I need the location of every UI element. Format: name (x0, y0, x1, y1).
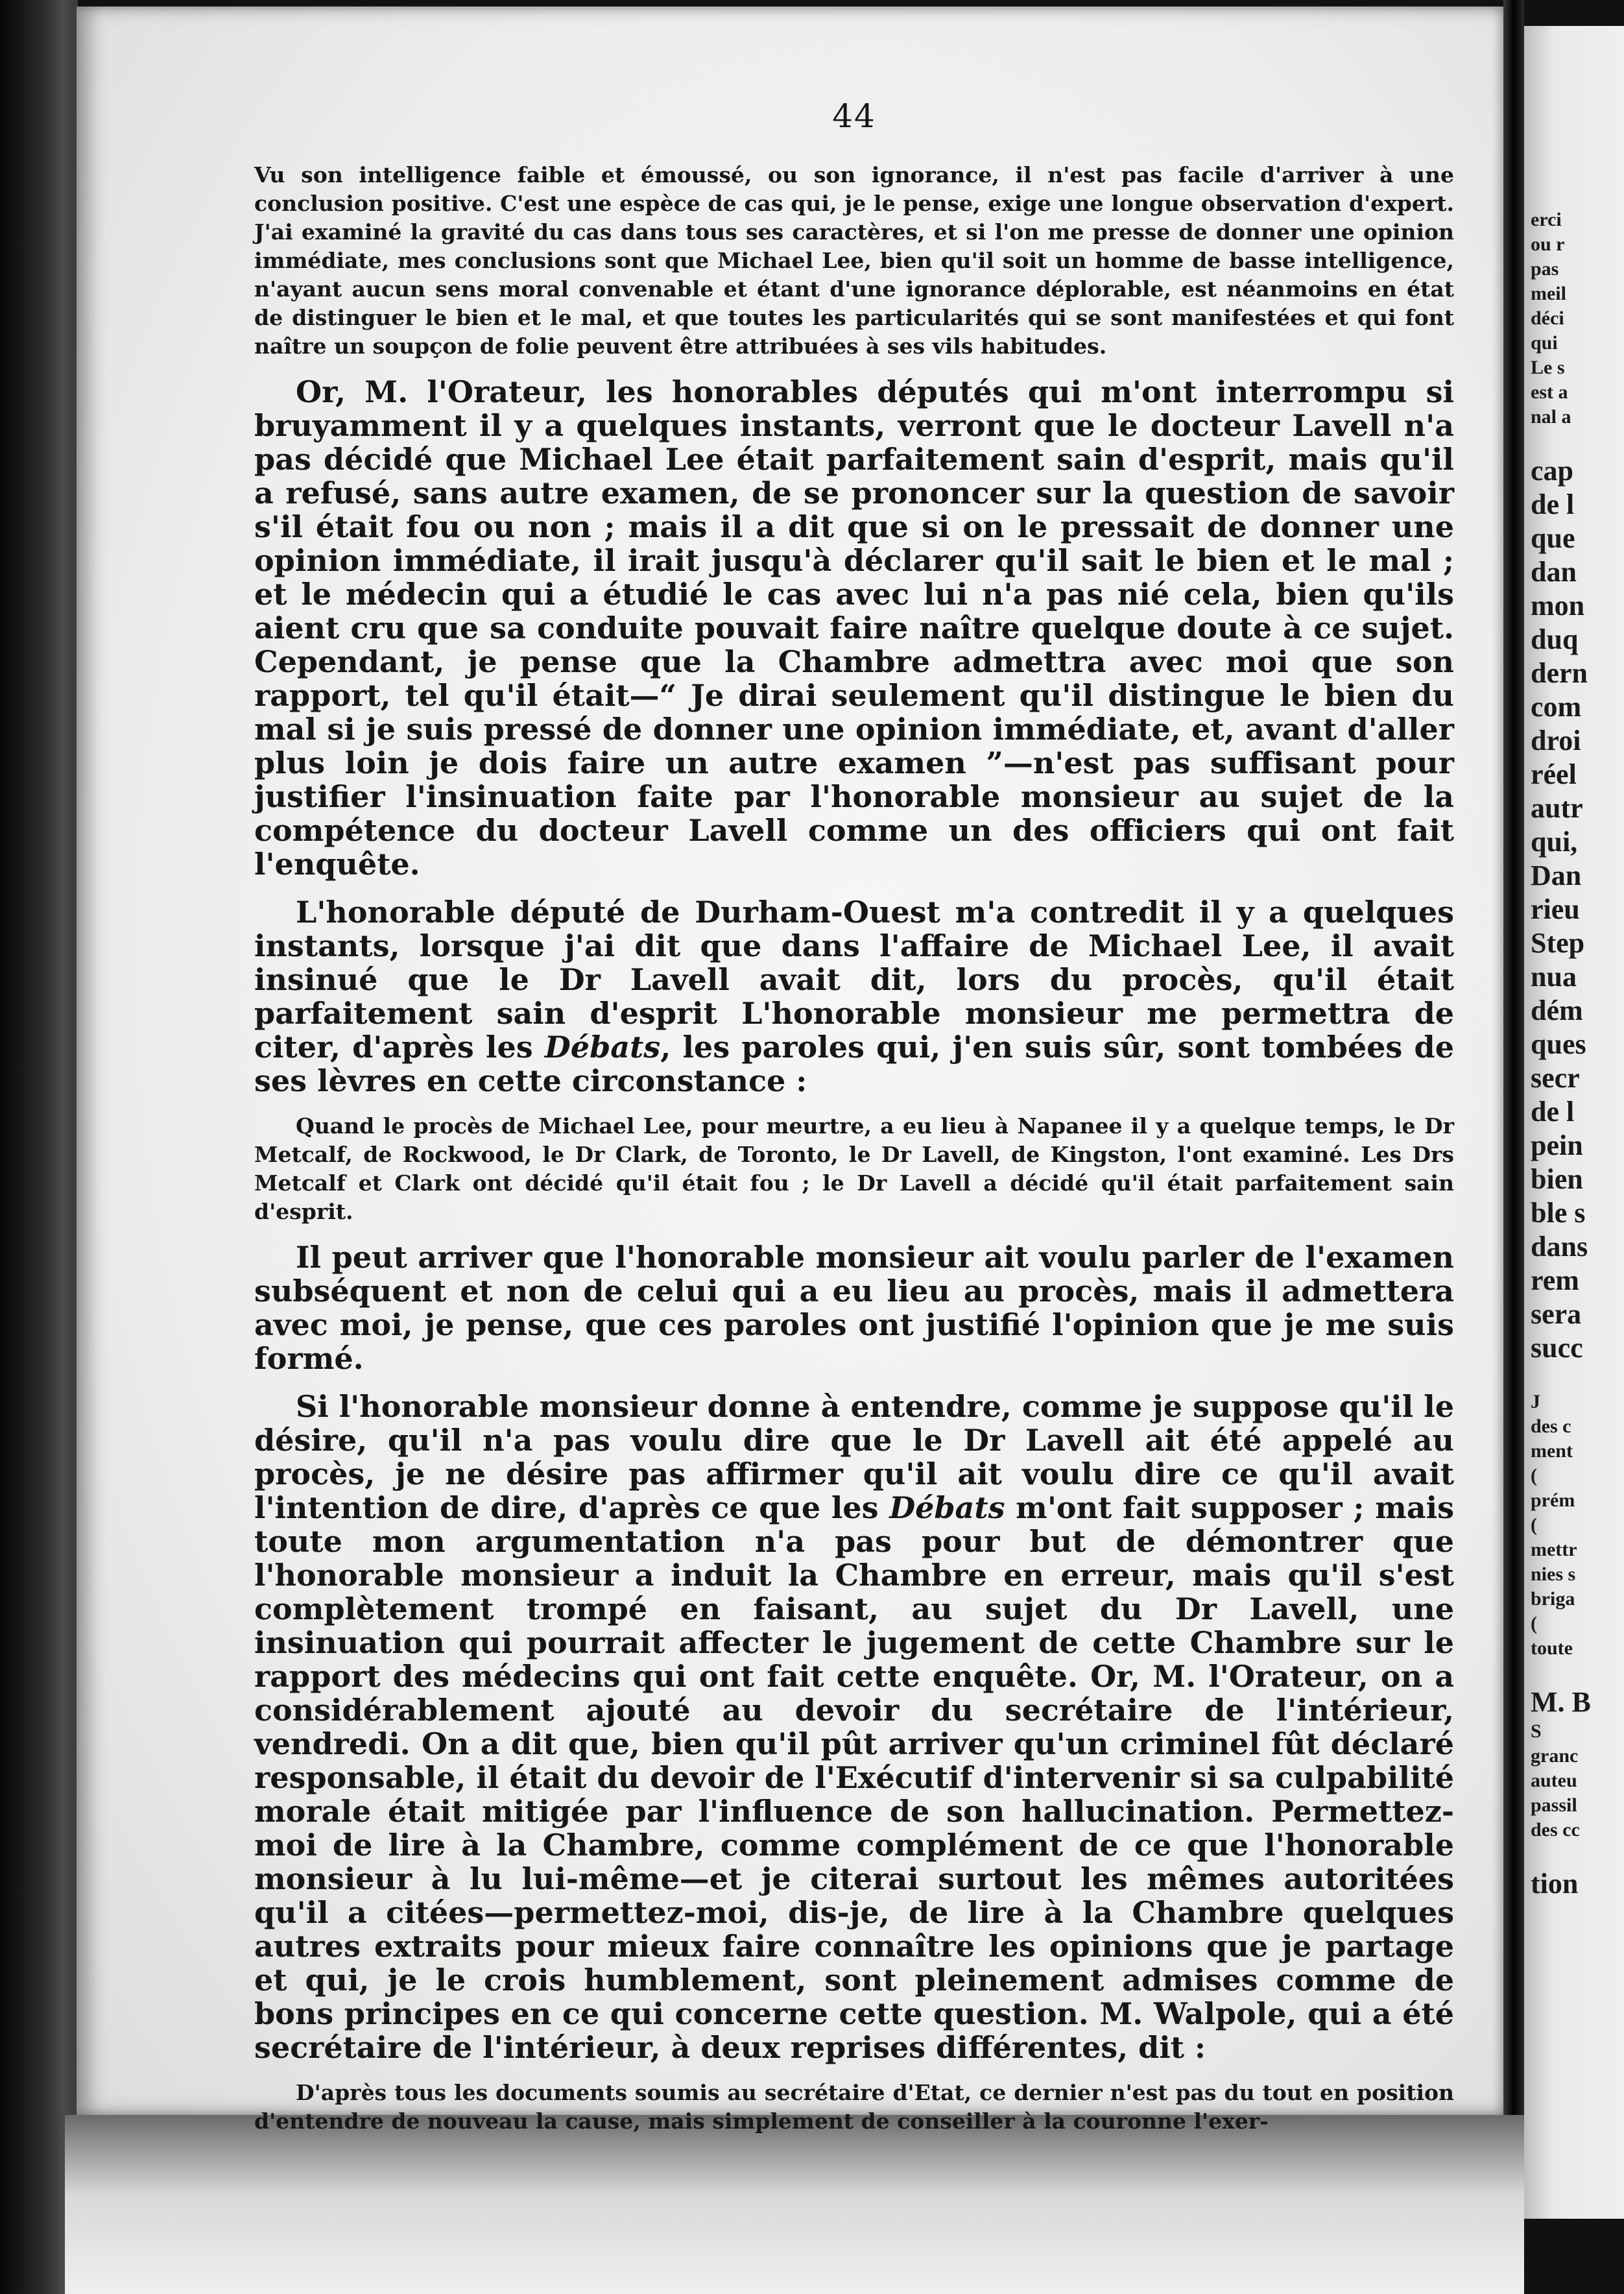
adjacent-line: dan (1531, 556, 1577, 588)
page-number: 44 (832, 97, 876, 135)
body-paragraph: Or, M. l'Orateur, les honorables députés qui m'ont interrompu si bruyamment il y a quelques instants, verront que le docteur Lavell n'a pas décidé que Michael Lee était parfaitement sain d'esprit, mais qu'il a refusé, sans autre examen, de se prononcer sur la question de savoir s'il était fou ou non ; mais il a dit que si on le pressait de donner une opinion immédiate, il irait jusqu'à déclarer qu'il sait le bien et le mal ; et le médecin qui a étudié le cas avec lui n'a pas nié cela, bien qu'ils aient cru que sa conduite pouvait faire naître quelque doute à ce sujet. Cependant, je pense que la Chambre admettra avec moi que son rapport, tel qu'il était—“ Je dirai seulement qu'il distingue le bien du mal si je suis pressé de donner une opinion immédiate, et, avant d'aller plus loin je dois faire un autre examen ”—n'est pas suffisant pour justifier l'insinuation faite par l'honorable monsieur au sujet de la compétence du docteur Lavell comme un des officiers qui ont fait l'enquête. (254, 374, 1454, 882)
adjacent-line: dern (1531, 657, 1588, 689)
page-content (254, 97, 1454, 2136)
adjacent-line: Dan (1531, 860, 1582, 891)
adjacent-line: pein (1531, 1129, 1583, 1161)
adjacent-line: des c (1531, 1416, 1571, 1437)
adjacent-line: granc (1531, 1745, 1579, 1767)
adjacent-line: S (1531, 1720, 1542, 1742)
body-paragraph (254, 895, 1454, 1098)
adjacent-line: droi (1531, 725, 1581, 756)
adjacent-line: ment (1531, 1440, 1573, 1462)
adjacent-line: qui (1531, 332, 1558, 354)
adjacent-line: bien (1531, 1163, 1583, 1195)
adjacent-line: autr (1531, 792, 1583, 824)
adjacent-line: erci (1531, 209, 1562, 230)
adjacent-line: M. B (1531, 1686, 1591, 1718)
quoted-passage: Quand le procès de Michael Lee, pour meurtre, a eu lieu à Napanee il y a quelque temps, le Dr Metcalf, de Rockwood, le Dr Clark, de Toronto, le Dr Lavell, de Kingston, l'ont examiné. Les Drs Metcalf et Clark ont décidé qu'il était fou ; le Dr Lavell a décidé qu'il était parfaitement sain d'esprit. (254, 1113, 1454, 1224)
adjacent-line: réel (1531, 758, 1577, 790)
adjacent-line: ble s (1531, 1197, 1586, 1229)
paragraph-text: , les paroles qui, j'en suis sûr, sont tombées de ses lèvres en cette circonstance : (254, 1030, 1454, 1098)
adjacent-line: secr (1531, 1062, 1580, 1094)
adjacent-line: briga (1531, 1588, 1575, 1610)
adjacent-line: auteu (1531, 1770, 1577, 1791)
adjacent-line: succ (1531, 1332, 1583, 1364)
adjacent-page-text (1531, 208, 1591, 1901)
paragraph-text: Si l'honorable monsieur donne à entendre, comme je suppose qu'il le désire, qu'il n'a pas voulu dire que le Dr Lavell ait été appelé au procès, je ne désire pas affirmer qu'il ait voulu dire ce qu'il avait l'intention de dire, d'après ce que les (254, 1389, 1454, 1525)
adjacent-line: ou r (1531, 234, 1565, 255)
adjacent-line-gap (1531, 1661, 1591, 1685)
emphasized-title: Débats (544, 1030, 661, 1065)
emphasized-title: Débats (889, 1490, 1005, 1525)
adjacent-line: des cc (1531, 1819, 1580, 1841)
adjacent-line: ( (1531, 1465, 1537, 1486)
page-gutter (1503, 0, 1524, 2294)
adjacent-line: Step (1531, 927, 1585, 959)
adjacent-line: qui, (1531, 826, 1578, 858)
adjacent-line: duq (1531, 623, 1579, 655)
adjacent-line: mettr (1531, 1539, 1577, 1560)
adjacent-line: cap (1531, 455, 1573, 487)
adjacent-line: pas (1531, 258, 1559, 280)
adjacent-line: de l (1531, 1096, 1575, 1128)
adjacent-line: dans (1531, 1231, 1588, 1262)
adjacent-line: ( (1531, 1613, 1537, 1634)
adjacent-line: ( (1531, 1514, 1537, 1536)
adjacent-line: nal a (1531, 406, 1571, 428)
paragraph-text: L'honorable député de Durham-Ouest m'a contredit il y a quelques instants, lorsque j'ai dit que dans l'affaire de Michael Lee, il avait insinué que le Dr Lavell avait dit, lors du procès, qu'il était parfaitement sain d'esprit L'honorable monsieur me permettra de citer, d'après les (254, 895, 1454, 1065)
adjacent-line: rem (1531, 1264, 1579, 1296)
adjacent-line-gap (1531, 1365, 1591, 1390)
adjacent-line: ques (1531, 1028, 1586, 1060)
adjacent-line: sera (1531, 1298, 1582, 1330)
adjacent-line: tion (1531, 1868, 1579, 1900)
body-paragraph: Il peut arriver que l'honorable monsieur ait voulu parler de l'examen subséquent et non de celui qui a eu lieu au procès, mais il admettera avec moi, je pense, que ces paroles ont justifié l'opinion que je me suis formé. (254, 1240, 1454, 1376)
paragraph-text: m'ont fait supposer ; mais toute mon argumentation n'a pas pour but de démontrer que l'honorable monsieur a induit la Chambre en erreur, mais qu'il s'est complètement trompé en faisant, au sujet du Dr Lavell, une insinuation qui pourrait affecter le jugement de cette Chambre sur le rapport des médecins qui ont fait cette enquête. Or, M. l'Orateur, on a considérablement ajouté au devoir du secrétaire de l'intérieur, vendredi. On a dit que, bien qu'il pût arriver qu'un criminel fût déclaré responsable, il était du devoir de l'Exécutif d'intervenir si sa culpabilité morale était mitigée par l'influence de son hallucination. Permettez-moi de lire à la Chambre, comme complément de ce que l'honorable monsieur à lu lui-même—et je citerai surtout les mêmes autoritées qu'il a citées—permettez-moi, dis-je, de lire à la Chambre quelques autres extraits pour mieux faire connaître les opinions que je partage et qui, je le crois humblement, sont pleinement admises comme de bons principes en ce qui concerne cette question. M. Walpole, qui a été secrétaire de l'intérieur, à deux reprises différentes, dit : (254, 1490, 1454, 2065)
adjacent-line-gap (1531, 1842, 1591, 1867)
book-edge (0, 0, 78, 2294)
adjacent-line: déci (1531, 308, 1564, 329)
adjacent-line: Le s (1531, 357, 1565, 378)
adjacent-line: nua (1531, 961, 1577, 993)
adjacent-line: J (1531, 1391, 1540, 1412)
adjacent-line: rieu (1531, 893, 1580, 925)
adjacent-line: passil (1531, 1794, 1577, 1816)
adjacent-line: prém (1531, 1490, 1575, 1511)
adjacent-line: de l (1531, 489, 1575, 520)
body-paragraph (254, 1390, 1454, 2064)
page-bottom-edge (65, 2115, 1524, 2294)
quoted-passage: Vu son intelligence faible et émoussé, ou son ignorance, il n'est pas facile d'arriver à une conclusion positive. C'est une espèce de cas qui, je le pense, exige une longue observation d'expert. J'ai examiné la gravité du cas dans tous ses caractères, et si l'on me presse de donner une opinion immédiate, mes conclusions sont que Michael Lee, bien qu'il soit un homme de basse intelligence, n'ayant aucun sens moral convenable et étant d'une ignorance déplorable, est néanmoins en état de distinguer le bien et le mal, et que toutes les particularités qui se sont manifestées et qui font naître un soupçon de folie peuvent être attribuées à ses vils habitudes. (254, 162, 1454, 359)
adjacent-line: est a (1531, 381, 1568, 403)
adjacent-line: com (1531, 691, 1582, 723)
adjacent-line: meil (1531, 283, 1566, 304)
adjacent-line: mon (1531, 590, 1585, 622)
paragraph-list (254, 161, 1454, 2136)
adjacent-line-gap (1531, 429, 1591, 454)
quoted-passage: D'après tous les documents soumis au secrétaire d'Etat, ce dernier n'est pas du tout en position d'entendre de nouveau la cause, mais simplement de conseiller à la couronne l'exer- (254, 2080, 1454, 2134)
adjacent-page (1524, 26, 1624, 2219)
adjacent-line: dém (1531, 995, 1583, 1026)
adjacent-line: toute (1531, 1637, 1573, 1659)
adjacent-line: nies s (1531, 1564, 1576, 1585)
adjacent-line: que (1531, 522, 1575, 554)
